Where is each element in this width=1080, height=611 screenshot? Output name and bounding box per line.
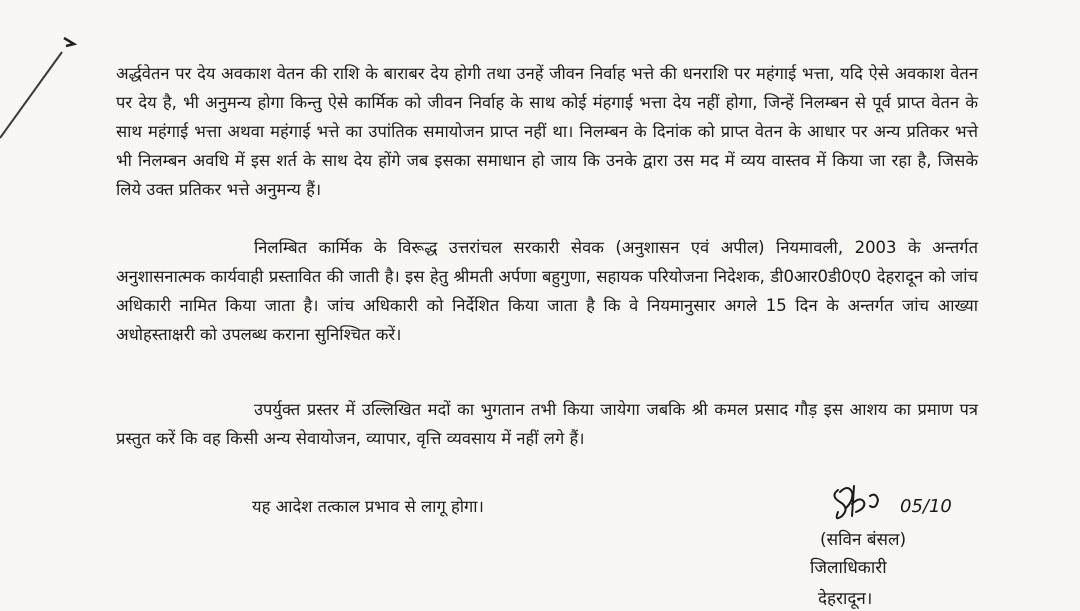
handwritten-date: 05/10 [900,496,952,517]
paragraph-payment-condition: उपर्युक्त प्रस्तर में उल्लिखित मदों का भुगतान तभी किया जायेगा जबकि श्री कमल प्रसाद गौड़ इस आशय का प्रमाण पत्र प्रस्तुत करें कि वह किसी अन्य सेवायोजन, व्यापार, वृत्ति व्यवसाय में नहीं लगे हैं। [116,400,978,448]
signatory-name: (सविन बंसल) [820,530,907,550]
paragraph-allowance: अर्द्धवेतन पर देय अवकाश वेतन की राशि के बाराबर देय होगी तथा उनहें जीवन निर्वाह भत्ते की धनराशि पर महंगाई भत्ता, यदि ऐसे अवकाश वेतन पर देय है, भी अनुमन्य होगा किन्तु ऐसे कार्मिक को जीवन निर्वाह के साथ कोई मंहगाई भत्ता देय नहीं होगा, जिन्हें निलम्बन से पूर्व प्राप्त वेतन के साथ महंगाई भत्ता अथवा महंगाई भत्ते का उपांतिक समायोजन प्राप्त नहीं था। निलम्बन के दिनांक को प्राप्त वेतन के आधार पर अन्य प्रतिकर भत्ते भी निलम्बन अवधि में इस शर्त के साथ देय होंगे जब इसका समाधान हो जाय कि उनके द्वारा उस मद में व्यय वास्तव में किया जा रहा है, जिसके लिये उक्त प्रतिकर भत्ते अनुमन्य हैं। [116,64,978,199]
paragraph-inquiry: निलम्बित कार्मिक के विरूद्ध उत्तरांचल सरकारी सेवक (अनुशासन एवं अपील) नियमावली, 2003 के अन्तर्गत अनुशासनात्मक कार्यवाही प्रस्तावित की जाती है। इस हेतु श्रीमती अर्पणा बहुगुणा, सहायक परियोजना निदेशक, डी0आर0डी0ए0 देहरादून को जांच अधिकारी नामित किया जाता है। जांच अधिकारी को निर्देशित किया जाता है कि वे नियमानुसार अगले 15 दिन के अन्तर्गत जांच आख्या अधोहस्ताक्षरी को उपलब्ध कराना सुनिश्चित करें। [116,238,978,344]
handwritten-signature [828,478,1008,528]
paragraph-effective: यह आदेश तत्काल प्रभाव से लागू होगा। [252,497,484,516]
signatory-designation: जिलाधिकारी [810,558,887,578]
page-corner-fold-mark [0,0,80,150]
signatory-place: देहरादून। [818,589,873,609]
